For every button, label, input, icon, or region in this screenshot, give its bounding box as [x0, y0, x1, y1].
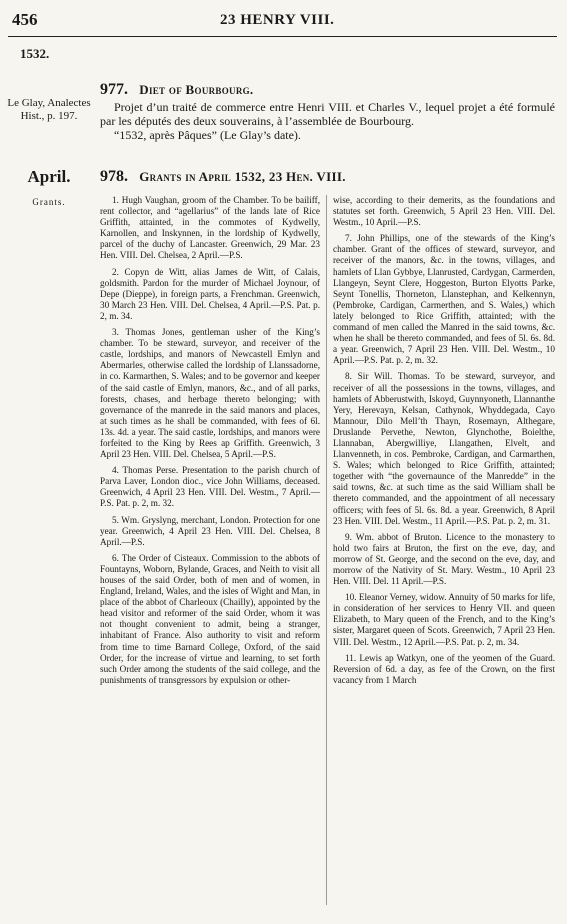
month-marker: April. [27, 167, 71, 186]
grant-paragraph: 11. Lewis ap Watkyn, one of the yeomen of the Guard. Reversion of 6d. a day, as fee of the Crown, on the first vacancy from 1 March [333, 652, 555, 685]
grant-paragraph: 2. Copyn de Witt, alias James de Witt, of Calais, goldsmith. Pardon for the murder of Michael Joynour, of Depe (Dieppe), in foreign parts, a Frenchman. Greenwich, 30 March 23 Hen. VIII. Del. Chelsea, 4 April.—P.S. Pat. p. 2, m. 34. [100, 266, 320, 321]
entry-977-number: 977. [100, 81, 128, 98]
entry-977-body [100, 100, 555, 142]
year-marker: 1532. [20, 46, 50, 61]
grant-paragraph: 4. Thomas Perse. Presentation to the parish church of Parva Laver, London dioc., vice John Williams, deceased. Greenwich, 4 April 23 Hen. VIII. Del. Westm., 7 April.—P.S. Pat. p. 2, m. 32. [100, 465, 320, 509]
entry-977-heading [100, 81, 253, 99]
entry-978-number: 978. [100, 168, 128, 185]
grant-paragraph: 10. Eleanor Verney, widow. Annuity of 50 marks for life, in consideration of her services to Henry VII. and queen Elizabeth, to Mary queen of the French, and to the King’s sister, Margaret queen of Scots. Greenwich, 7 April 23 Hen. VIII. Del. Westm., 12 April.—P.S. Pat. p. 2, m. 34. [333, 592, 555, 647]
grant-paragraph: 9. Wm. abbot of Bruton. Licence to the monastery to hold two fairs at Bruton, the first on the eve, day, and morrow of St. George, and the second on the eve, day, and morrow of the Nativity of St. Mary. Westm., 10 April 23 Hen. VIII. Del. 11 April.—P.S. [333, 531, 555, 587]
entry-978-title: Grants in April 1532, 23 Hen. VIII. [139, 169, 346, 184]
entry-978-heading [100, 168, 346, 186]
grant-paragraph: 6. The Order of Cisteaux. Commission to the abbots of Fountayns, Woborn, Bylande, Graces, and Neith to visit all houses of the said Order, both of men and of women, in England, Ireland, Wales, and the isles of Wight and Man, in place of the abbot of Charleoux (Chailly), appointed by the head visitor and reformer of the said Order, whom it was not thought convenient to admit, being a stranger, inhabitant of France. Also authority to visit and reform from time to time Barnard College, Oxford, of the said Order, for the increase of virtue and learning, to set forth such Order among the students of the said college, and the punishments of transgressors by expulsion or other- [100, 552, 320, 685]
column-divider [326, 195, 327, 905]
grant-paragraph: 7. John Phillips, one of the stewards of the King’s chamber. Grant of the offices of steward, surveyor, and receiver of the manors, &c. in the towns, villages, and hamlets of Llan Gybbye, Llanrusted, Cardygan, Carmerden, Llangeyn, Seynt Clere, Hoggeston, Burton Elyotts Parke, Seynt Tonellis, Thorneton, Llanstephan, and Kelkennyn, (Pembroke, Cardigan, Carmerthen, and S. Wales,) which lately belonged to Rice Griffith, attainted; with the command of men called the Manred in the said towns, &c. when he shall be thereto commanded, and fees of 5l. 6s. 8d. a year. Greenwich, 7 April 23 Hen. VIII. Del. Westm., 10 April.—P.S. Pat. p. 2, m. 32. [333, 233, 555, 366]
page-number: 456 [12, 10, 38, 29]
entry-977-paragraph: Projet d’un traité de commerce entre Henri VIII. et Charles V., lequel projet a été formulé par les députés des deux souverains, à l’assemblée de Bourbourg. [100, 100, 555, 128]
grant-paragraph: 1. Hugh Vaughan, groom of the Chamber. To be bailiff, rent collector, and “agellarius” of the lands late of Rice Griffith, attainted, in the commotes of Kydwelly, Karnollen, and Inskynnen, in the lordship of Kydwelly, parcel of the duchy of Lancaster. Greenwich, 29 Mar. 23 Hen. VIII. Del. Chelsea, 2 April.—P.S. [100, 195, 320, 261]
grant-paragraph: 8. Sir Will. Thomas. To be steward, surveyor, and receiver of all the possessions in the towns, villages, and hamlets of Abberustwith, Iskoyd, Guynnyoneth, Llannanthe Yery, Herevayn, Kelsan, Cathynok, Whyddegada, Cayo Mannour, Dilo Mell’th Thayn, Rosemayn, Althegare, Druslande Pervethe, Newton, Glynchothe, Boielthe, Llannaban, Abergwilliye, Llangathen, Elvelt, and Llanvenneth, in cos. Pembroke, Cardigan, and Carmarthen, S. Wales; which belonged to Rice Griffith, attainted; together with “the governaunce of the Manredde” in the said towns, &c. at such time as the said William shall be thereto commanded, and the appointment of all necessary officers; with fees of 5l. 6s. 8d. a year. Greenwich, 8 April 23 Hen. VIII. Del. Westm., 11 April.—P.S. Pat. p. 2, m. 31. [333, 371, 555, 526]
grant-paragraph: 3. Thomas Jones, gentleman usher of the King’s chamber. To be steward, surveyor, and receiver of the castle, lordships, and manors of Newcastell Emlyn and Abermarles, otherwise called the lordship of Llanssadorne, in co. Karmarthen, S. Wales; and to be governor and keeper of the said castle of Emlyn, manors, &c., and of all parks, forests, chases, and herbage thereto belonging; with governance of the manrede in the said manors and places, at such times as he shall be commanded, with fees of 6l. 13s. 4d. a year. The said castle, lordships, and manors were forfeited to the King by Rees ap Griffith. Greenwich, 3 April 23 Hen. VIII. Del. Chelsea, 5 April.—P.S. [100, 327, 320, 460]
running-title: 23 HENRY VIII. [220, 12, 335, 28]
section-label: Grants. [32, 197, 66, 207]
entry-977-date: “1532, après Pâques” (Le Glay’s date). [114, 128, 301, 142]
entry-977-title: Diet of Bourbourg. [139, 82, 254, 97]
source-reference: Le Glay, Analectes Hist., p. 197. [7, 97, 91, 122]
grant-paragraph: 5. Wm. Gryslyng, merchant, London. Protection for one year. Greenwich, 4 April 23 Hen. VIII. Del. Chelsea, 8 April.—P.S. [100, 514, 320, 547]
right-column [333, 195, 555, 691]
grant-paragraph-continued: wise, according to their demerits, as the foundations and statutes set forth. Greenwich, 5 April 23 Hen. VIII. Del. Westm., 10 April.—P.S. [333, 195, 555, 228]
header-rule [8, 36, 557, 37]
left-column [100, 195, 320, 691]
